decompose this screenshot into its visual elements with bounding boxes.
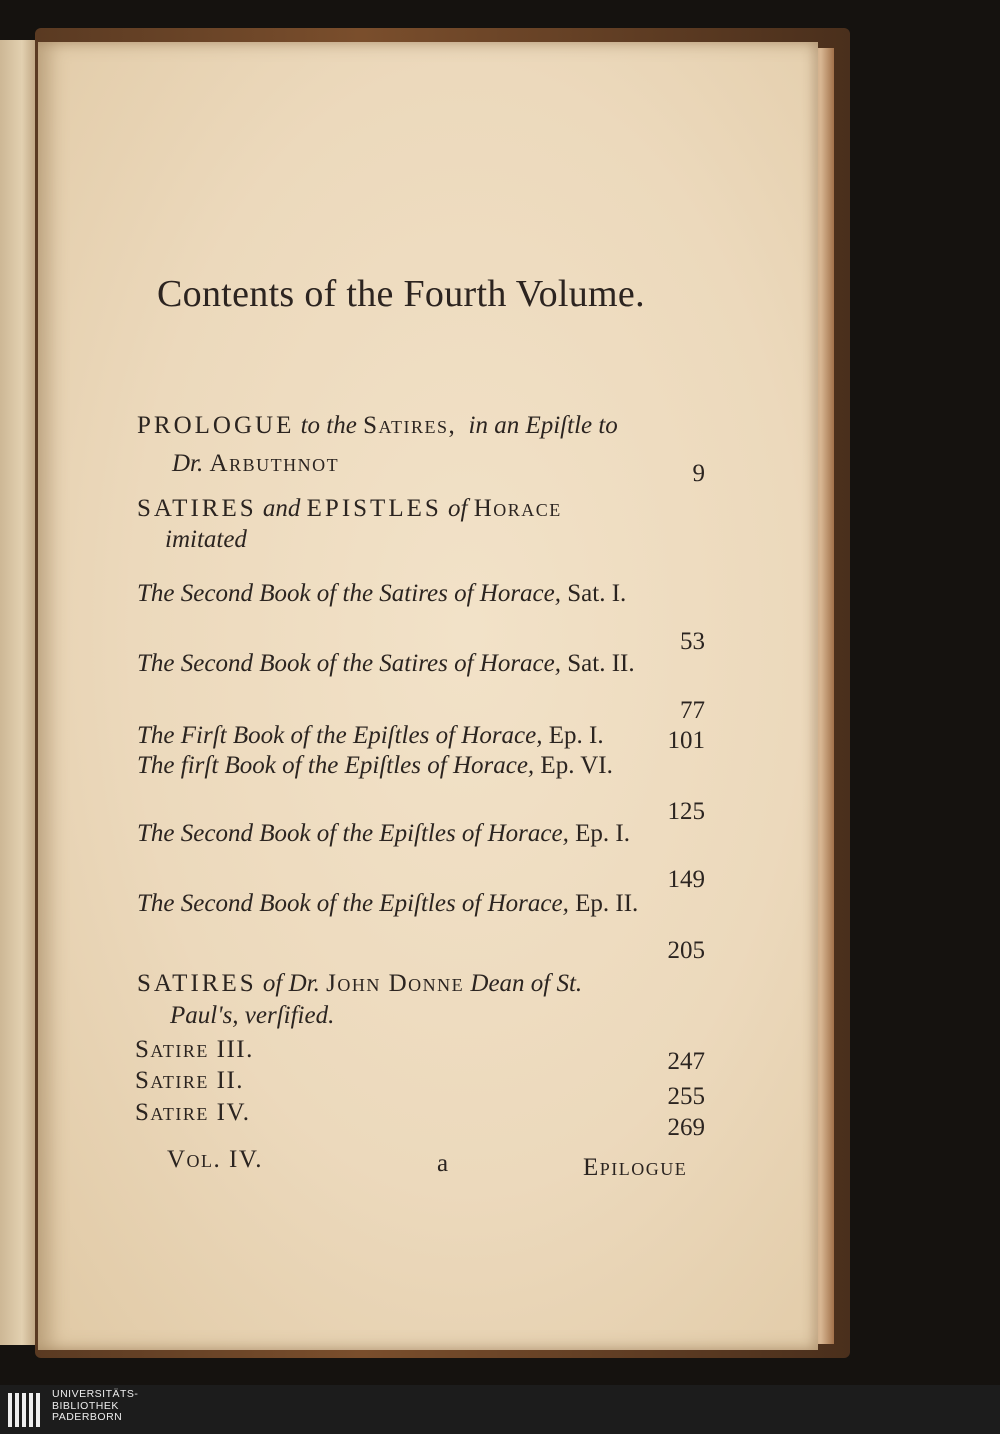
- prologue-line1: [137, 412, 618, 440]
- left-page-edge: [0, 40, 40, 1345]
- dean-of-st: Dean of St.: [470, 970, 583, 997]
- john-donne: John Donne: [326, 970, 465, 997]
- library-name: [52, 1389, 138, 1424]
- of-dr: of Dr.: [262, 970, 320, 997]
- prologue-line2: [172, 450, 339, 478]
- page-number: 9: [692, 460, 705, 487]
- satires-caps: SATIRES: [137, 495, 257, 522]
- satires-caps: SATIRES: [137, 970, 257, 997]
- page-number: 247: [667, 1048, 705, 1075]
- and-italic: and: [262, 495, 301, 522]
- satire-label: Satire III.: [135, 1036, 254, 1063]
- contents-row: [137, 580, 626, 608]
- contents-row: [137, 650, 635, 678]
- page-number: 255: [667, 1083, 705, 1110]
- row-title: The firſt Book of the Epiſtles of Horace,: [137, 752, 535, 779]
- contents-row: [137, 820, 630, 848]
- prologue-arbuthnot: Arbuthnot: [209, 450, 340, 477]
- catchword: Epilogue: [583, 1154, 688, 1181]
- horace-line1: [137, 495, 562, 523]
- page-number: 53: [680, 628, 705, 655]
- of-italic: of: [448, 495, 468, 522]
- page-number: 269: [667, 1114, 705, 1141]
- page-number: 101: [667, 727, 705, 754]
- prologue-dr: Dr.: [172, 450, 204, 477]
- library-line3: PADERBORN: [52, 1411, 123, 1423]
- imitated: imitated: [165, 526, 247, 553]
- row-title: The Firſt Book of the Epiſtles of Horace,: [137, 722, 543, 749]
- row-title: The Second Book of the Epiſtles of Horace,: [137, 820, 569, 847]
- prologue-caps: PROLOGUE: [137, 412, 295, 439]
- page-number: 205: [667, 937, 705, 964]
- volume-label: Vol. IV.: [167, 1146, 263, 1173]
- library-footer: [0, 1385, 1000, 1434]
- page: [38, 42, 818, 1350]
- row-title: The Second Book of the Satires of Horace,: [137, 650, 561, 677]
- satire-label: Satire IV.: [135, 1099, 251, 1126]
- epistles-caps: EPISTLES: [306, 495, 442, 522]
- prologue-to-the: to the: [300, 412, 357, 439]
- satire-label: Satire II.: [135, 1067, 245, 1094]
- page-number: 149: [667, 866, 705, 893]
- horace-sc: Horace: [473, 495, 562, 522]
- row-title: The Second Book of the Satires of Horace,: [137, 580, 561, 607]
- donne-line2: Paul's, verſified.: [170, 1002, 335, 1029]
- row-part: Ep. I.: [575, 820, 630, 847]
- donne-line1: [137, 970, 582, 998]
- row-title: The Second Book of the Epiſtles of Horace,: [137, 890, 569, 917]
- row-part: Sat. II.: [567, 650, 635, 677]
- prologue-satires: Satires,: [363, 412, 457, 439]
- page-number: 125: [667, 798, 705, 825]
- library-line1: UNIVERSITÄTS-: [52, 1388, 139, 1400]
- row-part: Ep. I.: [548, 722, 604, 749]
- page-title: Contents of the Fourth Volume.: [157, 273, 645, 315]
- contents-row: [137, 722, 604, 750]
- contents-row: [137, 752, 613, 780]
- row-part: Sat. I.: [567, 580, 627, 607]
- page-number: 77: [680, 697, 705, 724]
- contents-row: [137, 890, 638, 918]
- signature-mark: a: [437, 1150, 449, 1177]
- library-line2: BIBLIOTHEK: [52, 1399, 119, 1412]
- prologue-epistle: in an Epiſtle to: [468, 412, 618, 439]
- row-part: Ep. II.: [575, 890, 639, 917]
- row-part: Ep. VI.: [540, 752, 613, 779]
- library-logo-icon: [8, 1393, 44, 1427]
